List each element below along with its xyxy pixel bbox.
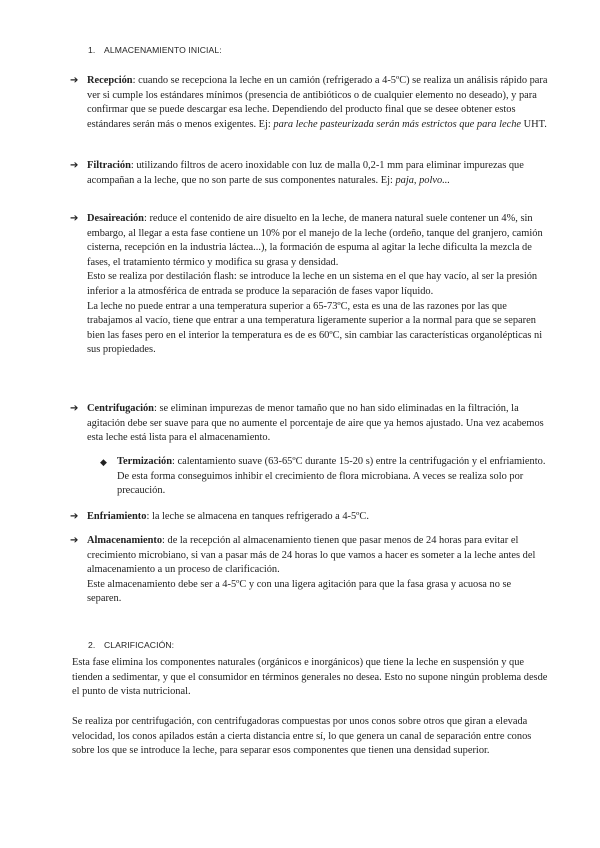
sub-item-termizacion — [100, 455, 548, 499]
section-1-number: 1. — [88, 45, 96, 55]
term-filtracion: Filtración — [87, 160, 131, 171]
text-almacenamiento-p2: Este almacenamiento debe ser a 4-5ºC y con una ligera agitación para que la fasa grasa y acuosa no se separen. — [87, 578, 512, 605]
term-enfriamiento: Enfriamiento — [87, 511, 147, 522]
list-item-enfriamiento — [70, 510, 548, 525]
term-recepcion: Recepción — [87, 75, 133, 86]
text-almacenamiento: : de la recepción al almacenamiento tienen que pasar menos de 24 horas para evitar el crecimiento microbiano, si van a pasar más de 24 horas lo que vamos a hacer es someter a la leche antes del almacenamiento a un proceso de clarificación. — [87, 535, 536, 576]
text-enfriamiento: : la leche se almacena en tanques refrigerado a 4-5ºC. — [146, 511, 369, 522]
example-recepcion: para leche pasteurizada serán más estrictos que para leche — [273, 118, 522, 130]
text-desaireacion: : reduce el contenido de aire disuelto en la leche, de manera natural suele contener un 4%, sin embargo, al llegar a esta fase contiene un 10% por el manejo de la leche (ordeño, tanque del granjero, camión cisterna, recepción en la industria láctea...), la formación de espuma al agitar la leche dificulta la mezcla de fases, el tratamiento térmico y modifica su grasa y densidad. — [87, 213, 543, 268]
term-almacenamiento: Almacenamiento — [87, 535, 163, 546]
paragraph-clarificacion-1: Esta fase elimina los componentes naturales (orgánicos e inorgánicos) que tiene la leche en suspensión y que tienden a sedimentar, y que el consumidor en términos generales no desea. Esto no supone ningún problema desde el punto de vista nutricional. — [72, 657, 548, 698]
arrow-right-icon: ➔ — [70, 75, 79, 86]
section-1-heading — [88, 45, 222, 55]
text-desaireacion-p2: Esto se realiza por destilación flash: se introduce la leche en un sistema en el que hay vacío, al ser la presión inferior a la atmosférica de entrada se produce la separación de fases vapor líquido. — [87, 271, 538, 297]
arrow-right-icon: ➔ — [70, 403, 79, 414]
arrow-right-icon: ➔ — [70, 160, 79, 171]
list-item-desaireacion — [70, 212, 548, 358]
arrow-right-icon: ➔ — [70, 511, 79, 522]
text-desaireacion-p3: La leche no puede entrar a una temperatura superior a 65-73ºC, esta es una de las razones por las que trabajamos al vacío, tiene que entrar a una temperatura ligeramente superior a la normal para que se separen bien las fases pero en el interior la temperatura es de es 60ºC, sin cambiar las características organolépticas ni sus propiedades. — [87, 300, 543, 356]
section-2-title: CLARIFICACIÓN: — [104, 640, 175, 650]
section-1-title: ALMACENAMIENTO INICIAL: — [104, 45, 222, 55]
text-recepcion: : cuando se recepciona la leche en un camión (refrigerado a 4-5ºC) se realiza un análisis rápido para ver si cumple los estándares mínimos (presencia de antibióticos o de cualquier elemento no deseado), y para confirmar que se puede descargar esa leche. Dependiendo del producto final que se desee obtener estos estándares serán más o menos exigentes. Ej: — [87, 75, 548, 130]
text-termizacion: : calentamiento suave (63-65ºC durante 15-20 s) entre la centrifugación y el enfriamiento. De esta forma conseguimos inhibir el crecimiento de flora microbiana. A veces se realiza solo por precaución. — [117, 456, 546, 497]
term-desaireacion: Desaireación — [87, 213, 144, 224]
list-item-centrifugacion — [70, 402, 548, 446]
paragraph-clarificacion-2: Se realiza por centrifugación, con centrifugadoras compuestas por unos conos sobre otros que giran a elevada velocidad, los conos apilados están a cierta distancia entre sí, lo que genera un canal de separación entre conos sobre los que se introduce la leche, para separar esos componentes que tienen una densidad superior. — [72, 716, 532, 757]
term-centrifugacion: Centrifugación — [87, 403, 154, 414]
list-item-filtracion — [70, 159, 548, 188]
section-2-heading — [88, 640, 174, 650]
section-2-number: 2. — [88, 640, 96, 650]
example-filtracion: paja, polvo... — [395, 174, 450, 186]
arrow-right-icon: ➔ — [70, 213, 79, 224]
list-item-recepcion — [70, 74, 548, 132]
text-centrifugacion: : se eliminan impurezas de menor tamaño que no han sido eliminadas en la filtración, la agitación debe ser suave para que no aumente el porcentaje de aire que ya hemos ajustado. Una vez acabemos esta leche está lista para el almacenamiento. — [87, 403, 544, 444]
list-item-almacenamiento — [70, 534, 548, 607]
diamond-icon: ◆ — [100, 457, 107, 467]
text-filtracion: : utilizando filtros de acero inoxidable con luz de malla 0,2-1 mm para eliminar impurezas que acompañan a la leche, que no son parte de sus componentes naturales. Ej: — [87, 160, 524, 186]
arrow-right-icon: ➔ — [70, 535, 79, 546]
tail-recepcion: UHT. — [521, 118, 547, 130]
term-termizacion: Termización — [117, 456, 173, 467]
